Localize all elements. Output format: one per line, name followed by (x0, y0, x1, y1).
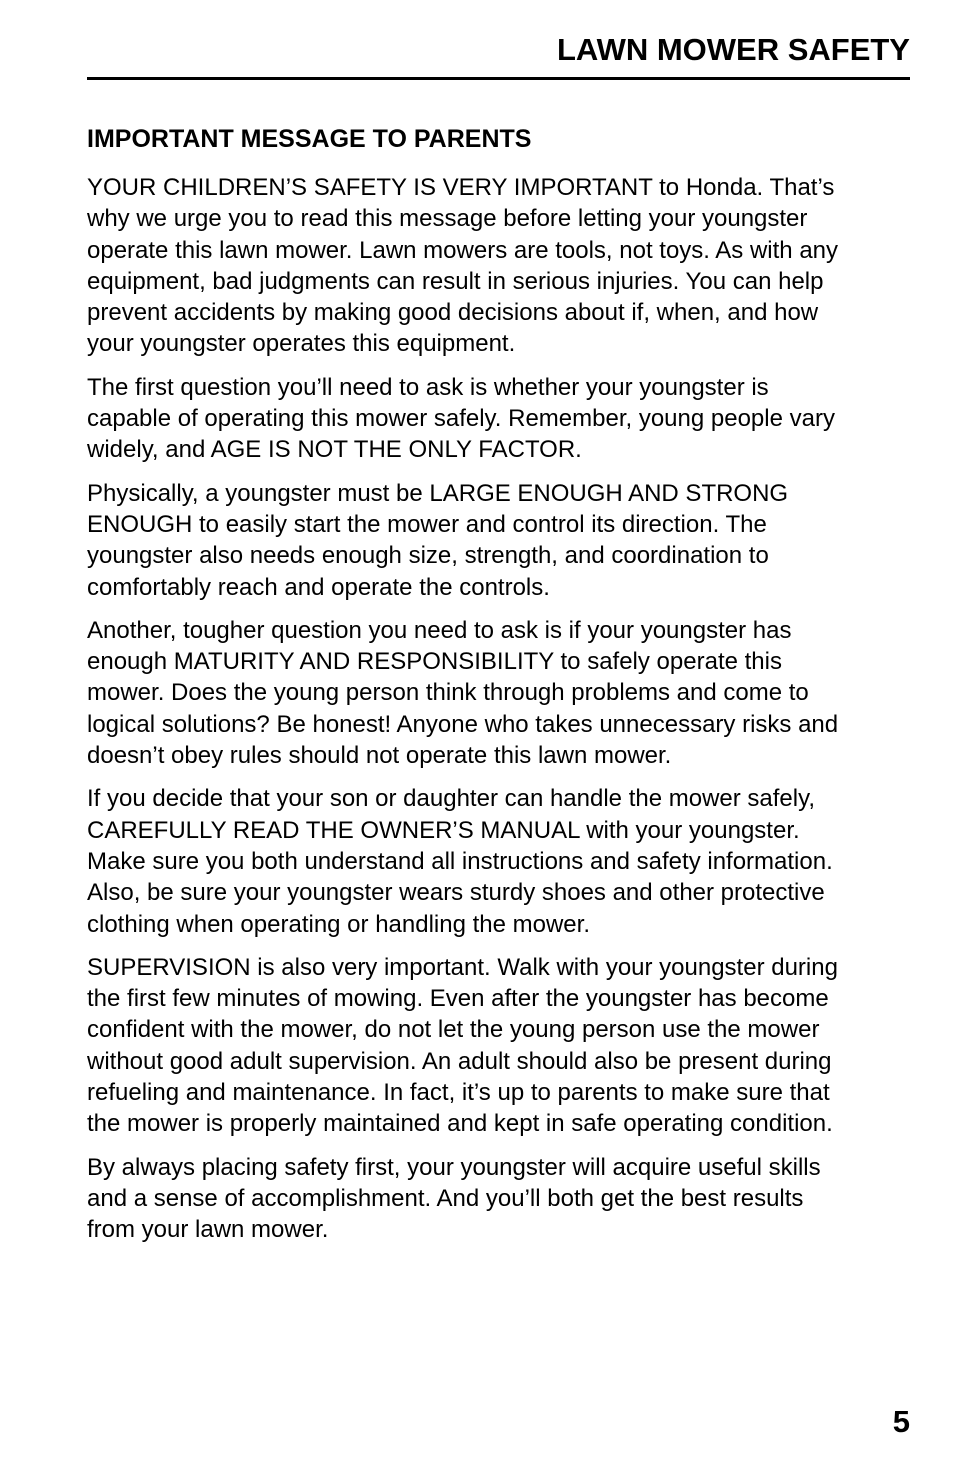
paragraph-line: clothing when operating or handling the mower. (87, 910, 590, 938)
paragraph-line: operate this lawn mower. Lawn mowers are tools, not toys. As with any (87, 236, 839, 264)
paragraph-1 (87, 172, 917, 360)
paragraph-line: comfortably reach and operate the controls. (87, 573, 550, 601)
paragraph-line: Physically, a youngster must be LARGE ENOUGH AND STRONG (87, 479, 789, 507)
section-heading: IMPORTANT MESSAGE TO PARENTS (87, 125, 532, 153)
paragraph-line: and a sense of accomplishment. And you’ll both get the best results (87, 1184, 804, 1212)
paragraph-line: The first question you’ll need to ask is whether your youngster is (87, 373, 769, 401)
paragraph-line: By always placing safety first, your youngster will acquire useful skills (87, 1153, 821, 1181)
paragraph-line: equipment, bad judgments can result in serious injuries. You can help (87, 267, 824, 295)
paragraph-line: your youngster operates this equipment. (87, 330, 516, 358)
paragraph-line: Another, tougher question you need to ask is if your youngster has (87, 616, 792, 644)
paragraph-line: from your lawn mower. (87, 1216, 329, 1244)
paragraph-line: widely, and AGE IS NOT THE ONLY FACTOR. (87, 436, 582, 464)
paragraph-2 (87, 372, 917, 466)
page-number: 5 (892, 1404, 910, 1439)
paragraph-5 (87, 783, 917, 939)
paragraph-line: YOUR CHILDREN’S SAFETY IS VERY IMPORTANT to Honda. That’s (87, 174, 835, 201)
paragraph-line: prevent accidents by making good decisions about if, when, and how (87, 299, 819, 327)
paragraph-line: capable of operating this mower safely. Remember, young people vary (87, 405, 835, 433)
paragraph-line: SUPERVISION is also very important. Walk with your youngster during (87, 953, 838, 981)
paragraph-line: Also, be sure your youngster wears sturdy shoes and other protective (87, 879, 825, 907)
paragraph-line: doesn’t obey rules should not operate this lawn mower. (87, 742, 672, 770)
paragraph-line: the first few minutes of mowing. Even after the youngster has become (87, 985, 829, 1013)
paragraph-line: enough MATURITY AND RESPONSIBILITY to safely operate this (87, 648, 782, 676)
paragraph-line: why we urge you to read this message before letting your youngster (87, 205, 808, 233)
paragraph-7 (87, 1152, 917, 1246)
paragraph-line: If you decide that your son or daughter can handle the mower safely, (87, 785, 815, 813)
header-divider (87, 77, 910, 80)
main-content (87, 122, 917, 1258)
paragraph-line: the mower is properly maintained and kept in safe operating condition. (87, 1110, 833, 1138)
paragraph-4 (87, 615, 917, 771)
paragraph-6 (87, 952, 917, 1140)
paragraph-line: refueling and maintenance. In fact, it’s up to parents to make sure that (87, 1079, 830, 1107)
paragraph-line: without good adult supervision. An adult should also be present during (87, 1047, 832, 1075)
paragraph-line: CAREFULLY READ THE OWNER’S MANUAL with your youngster. (87, 816, 800, 844)
paragraph-line: ENOUGH to easily start the mower and control its direction. The (87, 510, 767, 538)
paragraph-line: youngster also needs enough size, strength, and coordination to (87, 542, 769, 570)
paragraph-line: Make sure you both understand all instructions and safety information. (87, 847, 833, 875)
paragraph-line: logical solutions? Be honest! Anyone who takes unnecessary risks and (87, 710, 839, 738)
page-header-title: LAWN MOWER SAFETY (556, 32, 910, 67)
paragraph-line: mower. Does the young person think through problems and come to (87, 679, 809, 707)
paragraph-3 (87, 478, 917, 603)
paragraph-line: confident with the mower, do not let the young person use the mower (87, 1016, 820, 1044)
